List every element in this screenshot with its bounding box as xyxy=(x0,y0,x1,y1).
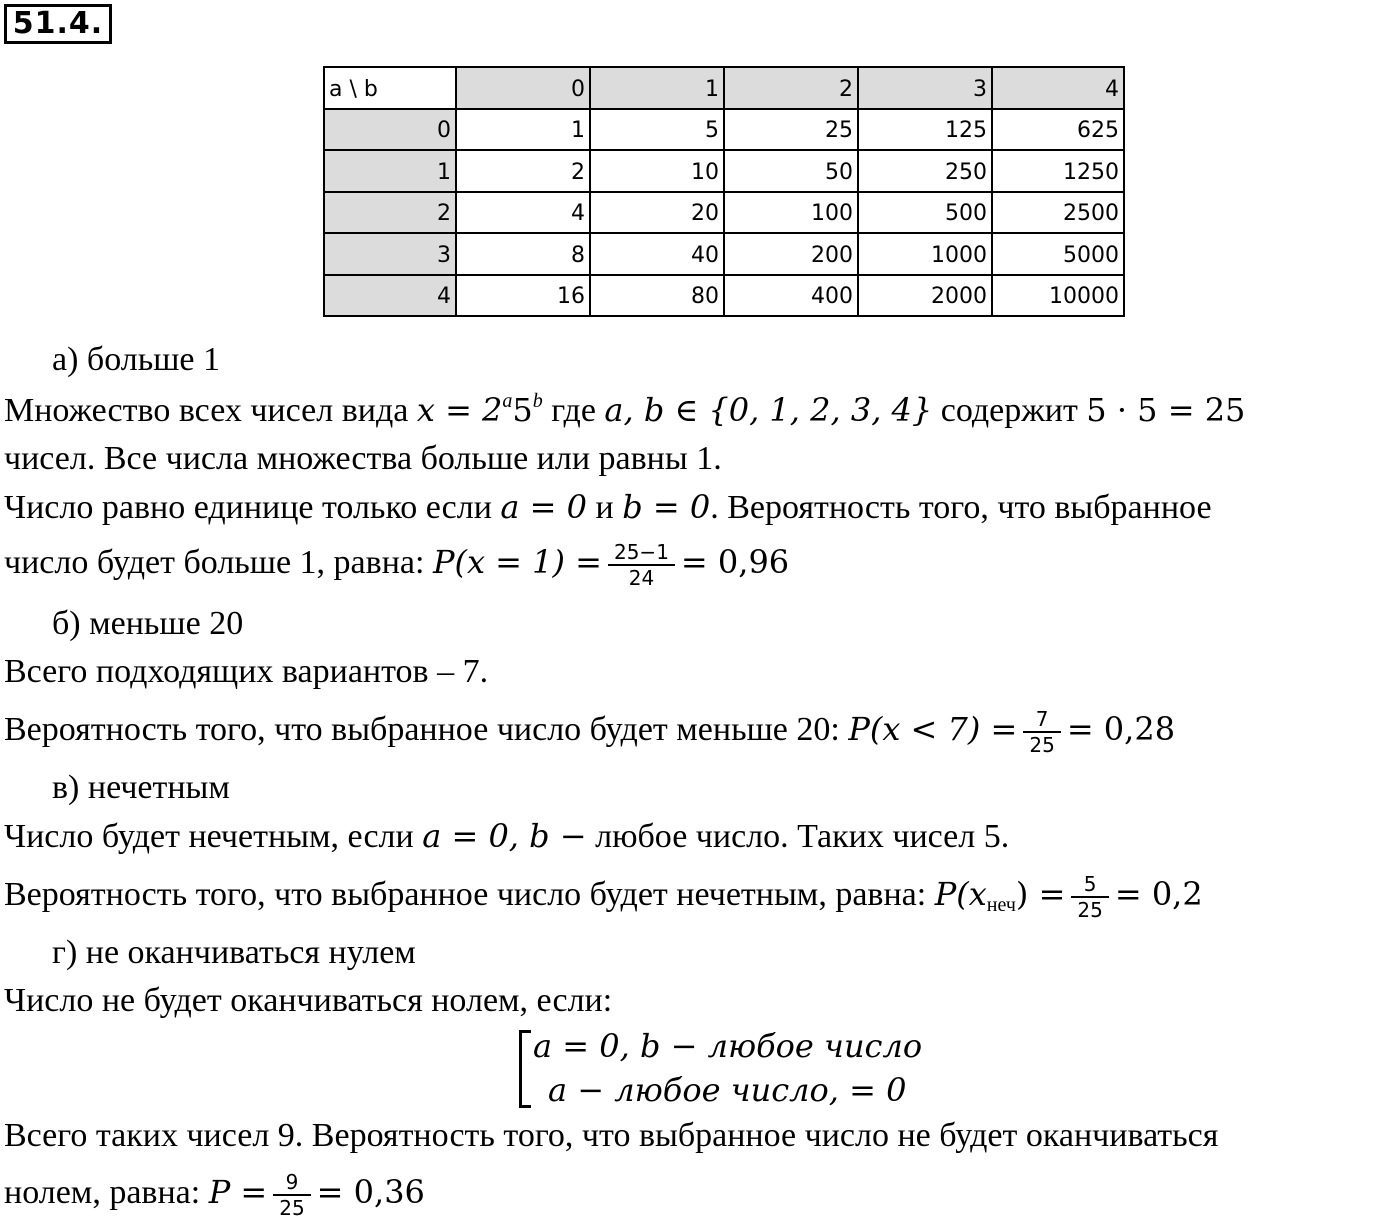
fraction-denominator: 25 xyxy=(1029,733,1055,757)
text: число будет больше 1, равна: xyxy=(4,543,433,581)
table-cell: 625 xyxy=(992,109,1124,151)
case-2: a − любое число, = 0 xyxy=(548,1071,907,1109)
part-a-line-1 xyxy=(4,390,1245,431)
table-cell: 50 xyxy=(724,150,858,192)
fraction xyxy=(273,1170,310,1220)
table-header-row xyxy=(314,67,1124,109)
table-corner-cell: a \ b xyxy=(324,67,456,109)
table-cell: 2500 xyxy=(992,192,1124,234)
table-gutter xyxy=(314,275,324,317)
table-cell: 16 xyxy=(456,275,590,317)
text: . Вероятность того, что выбранное xyxy=(710,489,1212,526)
fraction-denominator: 25 xyxy=(279,1196,305,1220)
fraction xyxy=(608,540,675,590)
table-cell: 8 xyxy=(456,233,590,275)
fraction-numerator: 9 xyxy=(273,1170,310,1196)
table-cell: 500 xyxy=(858,192,992,234)
table-cell: 1 xyxy=(456,109,590,151)
powers-table xyxy=(314,66,1125,317)
table-row xyxy=(314,109,1124,151)
table-col-header: 0 xyxy=(456,67,590,109)
text: Вероятность того, что выбранное число будет нечетным, равна: xyxy=(4,875,935,913)
table-gutter xyxy=(314,233,324,275)
fraction-denominator: 24 xyxy=(628,566,655,590)
table-col-header: 4 xyxy=(992,67,1124,109)
formula: = 0,96 xyxy=(680,542,790,581)
text: где xyxy=(542,392,605,429)
table-row-header: 2 xyxy=(324,192,456,234)
fraction-denominator: 25 xyxy=(1077,898,1103,922)
table-cell: 100 xyxy=(724,192,858,234)
table-cell: 2 xyxy=(456,150,590,192)
table-row-header: 0 xyxy=(324,109,456,151)
formula: a = 0 xyxy=(500,488,588,526)
formula: b = 0 xyxy=(622,488,711,526)
table-col-header: 2 xyxy=(724,67,858,109)
case-1: a = 0, b − любое число xyxy=(533,1027,923,1065)
part-c-heading: в) нечетным xyxy=(52,769,230,806)
table-cell: 10 xyxy=(590,150,724,192)
fraction-numerator: 5 xyxy=(1071,872,1108,898)
table-cell: 125 xyxy=(858,109,992,151)
table-gutter xyxy=(314,150,324,192)
text: Множество всех чисел вида xyxy=(4,392,417,429)
formula: P(x xyxy=(934,874,987,913)
table-cell: 80 xyxy=(590,275,724,317)
part-d-line-3 xyxy=(4,1170,425,1220)
formula: x = 2 xyxy=(416,391,503,429)
part-a-line-3 xyxy=(4,487,1212,528)
exponent-b: b xyxy=(532,390,543,412)
table-cell: 250 xyxy=(858,150,992,192)
formula: 5 xyxy=(512,391,533,429)
table-cell: 5 xyxy=(590,109,724,151)
formula: P = xyxy=(208,1172,268,1211)
fraction xyxy=(1023,707,1060,757)
table-cell: 4 xyxy=(456,192,590,234)
part-b-heading: б) меньше 20 xyxy=(52,605,244,642)
text: содержит xyxy=(932,392,1087,429)
table-cell: 25 xyxy=(724,109,858,151)
formula: P(x = 1) = xyxy=(432,542,602,581)
table-row xyxy=(314,233,1124,275)
formula: 5 · 5 = 25 xyxy=(1086,391,1246,429)
table-row xyxy=(314,192,1124,234)
fraction xyxy=(1071,872,1108,922)
table-gutter xyxy=(314,192,324,234)
formula: a = 0, b − xyxy=(422,817,587,855)
formula: P(x < 7) = xyxy=(848,709,1018,748)
table-col-header: 1 xyxy=(590,67,724,109)
part-d-line-1: Число не будет оканчиваться нолем, если: xyxy=(4,982,613,1019)
text: Число равно единице только если xyxy=(4,489,501,526)
fraction-numerator: 25−1 xyxy=(608,540,675,566)
formula: ) = xyxy=(1015,874,1066,913)
table-cell: 1000 xyxy=(858,233,992,275)
part-b-line-2 xyxy=(4,707,1175,757)
text: и xyxy=(587,489,623,526)
formula: a, b ∈ {0, 1, 2, 3, 4} xyxy=(604,391,933,429)
table-cell: 5000 xyxy=(992,233,1124,275)
table-row xyxy=(314,275,1124,317)
exponent-a: a xyxy=(502,390,513,412)
cases-bracket xyxy=(519,1030,531,1108)
formula: = 0,28 xyxy=(1066,709,1176,748)
formula: = 0,36 xyxy=(316,1172,425,1211)
subscript: неч xyxy=(986,893,1016,916)
part-d-heading: г) не оканчиваться нулем xyxy=(52,934,416,971)
table-gutter xyxy=(314,67,324,109)
text: Число будет нечетным, если xyxy=(4,818,423,855)
part-d-line-2: Всего таких чисел 9. Вероятность того, что выбранное число не будет оканчиваться xyxy=(4,1117,1219,1154)
table-cell: 20 xyxy=(590,192,724,234)
problem-number: 51.4. xyxy=(4,4,112,44)
table-row-header: 4 xyxy=(324,275,456,317)
fraction-numerator: 7 xyxy=(1023,707,1060,733)
text: любое число. Таких чисел 5. xyxy=(586,818,1010,855)
table-row xyxy=(314,150,1124,192)
table-cell: 2000 xyxy=(858,275,992,317)
table-cell: 200 xyxy=(724,233,858,275)
table-cell: 400 xyxy=(724,275,858,317)
table-cell: 10000 xyxy=(992,275,1124,317)
text: нолем, равна: xyxy=(4,1173,209,1211)
table-row-header: 1 xyxy=(324,150,456,192)
table-gutter xyxy=(314,109,324,151)
formula: = 0,2 xyxy=(1114,874,1203,913)
table-col-header: 3 xyxy=(858,67,992,109)
part-a-line-4 xyxy=(4,540,789,590)
part-a-line-2: чисел. Все числа множества больше или равны 1. xyxy=(4,440,722,477)
table-row-header: 3 xyxy=(324,233,456,275)
text: Вероятность того, что выбранное число будет меньше 20: xyxy=(4,710,849,748)
part-c-line-1 xyxy=(4,816,1009,857)
part-c-line-2 xyxy=(4,872,1203,922)
table-cell: 40 xyxy=(590,233,724,275)
table-cell: 1250 xyxy=(992,150,1124,192)
part-b-line-1: Всего подходящих вариантов – 7. xyxy=(4,653,489,690)
part-a-heading: а) больше 1 xyxy=(52,341,221,378)
